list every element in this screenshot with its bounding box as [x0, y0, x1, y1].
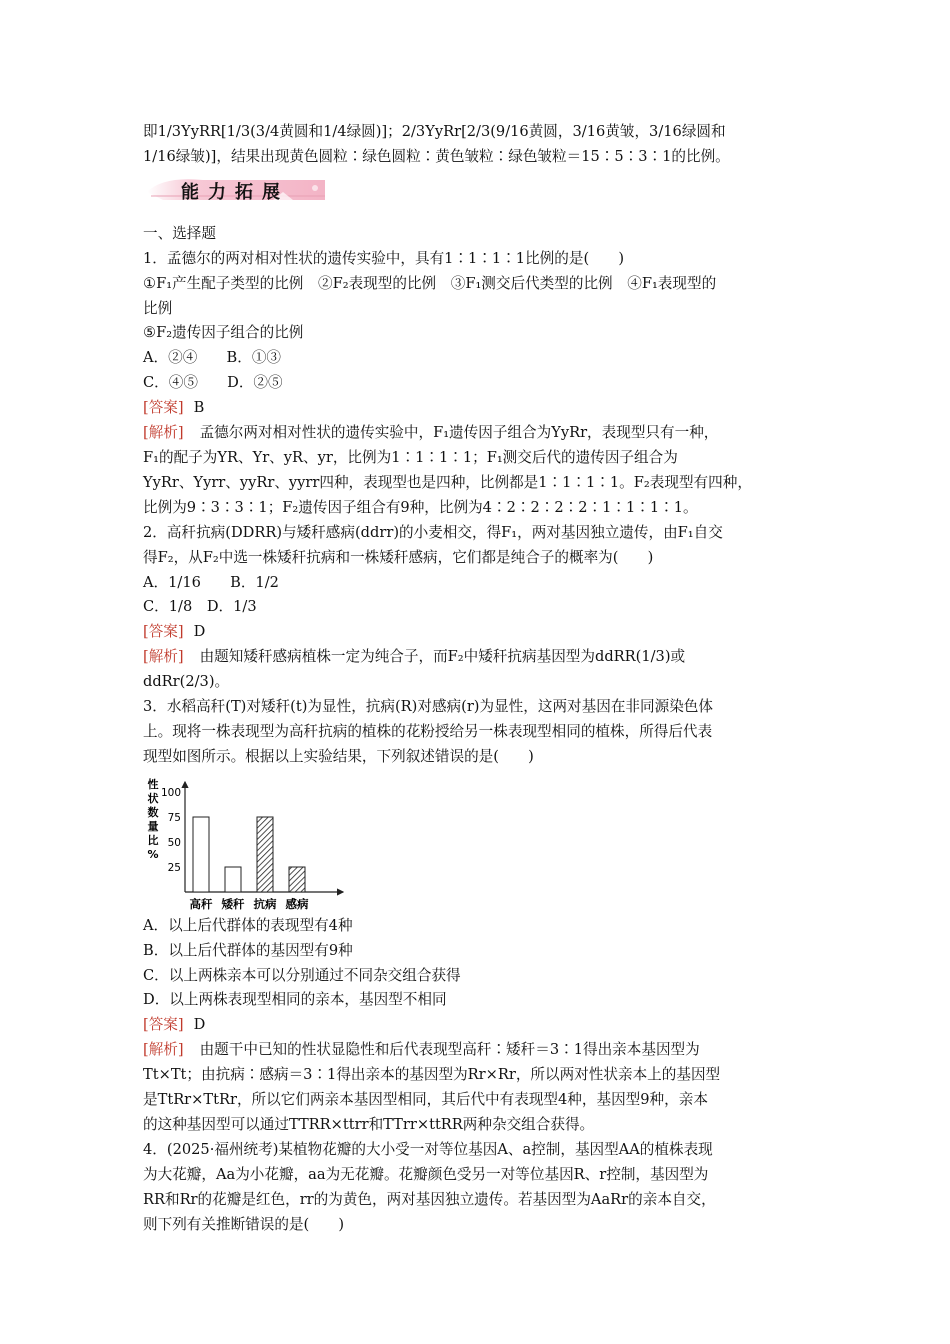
explanation-tag: [解析]: [143, 424, 184, 442]
y-axis-label-char: %: [147, 847, 159, 861]
q1-explanation-1: [143, 421, 815, 446]
explanation-text: 由题知矮秆感病植株一定为纯合子，而F₂中矮秆抗病基因型为ddRR(1/3)或: [199, 648, 686, 666]
bar-1: [225, 867, 241, 892]
q3-option-a: A．以上后代群体的表现型有4种: [143, 916, 353, 934]
section-title: 一、选择题: [143, 224, 216, 242]
answer-value: D: [193, 1016, 206, 1034]
answer-tag: [答案]: [143, 623, 184, 641]
q3-stem-1: 3．水稻高秆(T)对矮秆(t)为显性，抗病(R)对感病(r)为显性，这两对基因在非同源染色体: [143, 698, 713, 716]
q3-option-d: D．以上两株表现型相同的亲本，基因型不相同: [143, 991, 447, 1009]
explanation-tag: [解析]: [143, 1041, 184, 1059]
y-axis-label-char: 状: [147, 791, 159, 805]
q4-stem-1: 4．(2025·福州统考)某植物花瓣的大小受一对等位基因A、a控制，基因型AA的植株表现: [143, 1140, 713, 1158]
y-tick-label: 25: [167, 861, 181, 874]
q2-stem-1: 2．高秆抗病(DDRR)与矮秆感病(ddrr)的小麦相交，得F₁，两对基因独立遗传，由F₁自交: [143, 523, 723, 541]
intro-line-2: 1/16绿皱)]，结果出现黄色圆粒∶绿色圆粒∶黄色皱粒∶绿色皱粒＝15∶5∶3∶1的比例。: [143, 147, 730, 165]
category-label: 感病: [285, 896, 309, 911]
answer-value: B: [193, 399, 205, 417]
q1-options-line-1: ①F₁产生配子类型的比例 ②F₂表现型的比例 ③F₁测交后代类型的比例 ④F₁表现型的: [143, 274, 717, 292]
q1-stem: 1．孟德尔的两对相对性状的遗传实验中，具有1∶1∶1∶1比例的是( ): [143, 249, 625, 267]
q3-option-c: C．以上两株亲本可以分别通过不同杂交组合获得: [143, 966, 461, 984]
q3-option-b: B．以上后代群体的基因型有9种: [143, 941, 353, 959]
q2-choices-ab: A．1/16 B．1/2: [143, 573, 279, 591]
q4-stem-3: RR和Rr的花瓣是红色，rr的为黄色，两对基因独立遗传。若基因型为AaRr的亲本自交，: [143, 1190, 716, 1208]
explanation-text: 由题干中已知的性状显隐性和后代表现型高秆∶矮秆＝3∶1得出亲本基因型为: [199, 1041, 700, 1059]
q3-explanation-1: [143, 1038, 815, 1063]
q1-choices-cd: C．④⑤ D．②⑤: [143, 374, 283, 392]
q1-answer: [143, 396, 815, 421]
q2-stem-2: 得F₂，从F₂中选一株矮秆抗病和一株矮秆感病，它们都是纯合子的概率为( ): [143, 548, 654, 566]
y-tick-label: 100: [160, 786, 181, 799]
q4-stem-2: 为大花瓣，Aa为小花瓣，aa为无花瓣。花瓣颜色受另一对等位基因R、r控制，基因型为: [143, 1165, 709, 1183]
q3-explanation-2: Tt×Tt；由抗病∶感病＝3∶1得出亲本的基因型为Rr×Rr，所以两对性状亲本上的基因型: [143, 1066, 721, 1084]
q1-choices-ab: A．②④ B．①③: [143, 349, 282, 367]
q2-explanation-1: [143, 645, 815, 670]
y-axis-label-char: 性: [147, 777, 159, 791]
q2-answer: [143, 620, 815, 645]
explanation-text: 孟德尔两对相对性状的遗传实验中，F₁遗传因子组合为YyRr，表现型只有一种，: [199, 424, 719, 442]
y-axis-label-char: 量: [147, 819, 159, 833]
q3-stem-3: 现型如图所示。根据以上实验结果，下列叙述错误的是( ): [143, 747, 534, 765]
intro-line-1: 即1/3YyRR[1/3(3/4黄圆和1/4绿圆)]；2/3YyRr[2/3(9/16黄圆，3/16黄皱，3/16绿圆和: [143, 123, 726, 140]
q4-stem-4: 则下列有关推断错误的是( ): [143, 1215, 345, 1233]
answer-tag: [答案]: [143, 1016, 184, 1034]
banner-title: 能力拓展: [181, 181, 289, 203]
q1-explanation-2: F₁的配子为YR、Yr、yR、yr，比例为1∶1∶1∶1；F₁测交后代的遗传因子组合为: [143, 448, 678, 466]
bar-3: [289, 867, 305, 892]
phenotype-bar-chart: [143, 772, 815, 914]
y-tick-label: 50: [167, 836, 181, 849]
q3-stem-2: 上。现将一株表现型为高秆抗病的植株的花粉授给另一株表现型相同的植株，所得后代表: [143, 722, 713, 740]
q1-options-line-3: ⑤F₂遗传因子组合的比例: [143, 324, 304, 342]
category-label: 高秆: [189, 896, 213, 911]
q2-choices-cd: C．1/8 D．1/3: [143, 598, 257, 616]
explanation-tag: [解析]: [143, 648, 184, 666]
answer-tag: [答案]: [143, 399, 184, 417]
section-banner: [143, 170, 815, 222]
category-label: 矮秆: [221, 896, 245, 911]
answer-value: D: [193, 623, 206, 641]
y-axis-label-char: 数: [147, 805, 159, 819]
q3-explanation-4: 的这种基因型可以通过TTRR×ttrr和TTrr×ttRR两种杂交组合获得。: [143, 1116, 595, 1133]
q1-explanation-3: YyRr、Yyrr、yyRr、yyrr四种，表现型也是四种，比例都是1∶1∶1∶1。F₂表现型有四种，: [143, 473, 752, 491]
q1-options-line-2: 比例: [143, 299, 173, 317]
chart-svg: [143, 772, 353, 914]
bar-0: [193, 817, 209, 892]
q1-explanation-4: 比例为9∶3∶3∶1；F₂遗传因子组合有9种，比例为4∶2∶2∶2∶2∶1∶1∶1∶1。: [143, 498, 698, 516]
q2-explanation-2: ddRr(2/3)。: [143, 673, 230, 691]
bar-2: [257, 817, 273, 892]
y-tick-label: 75: [167, 811, 181, 824]
document-page: [143, 120, 815, 1238]
q3-answer: [143, 1013, 815, 1038]
category-label: 抗病: [253, 896, 277, 911]
y-axis-label-char: 比: [147, 833, 159, 847]
q3-explanation-3: 是TtRr×TtRr，所以它们两亲本基因型相同，其后代中有表现型4种，基因型9种，亲本: [143, 1091, 708, 1109]
